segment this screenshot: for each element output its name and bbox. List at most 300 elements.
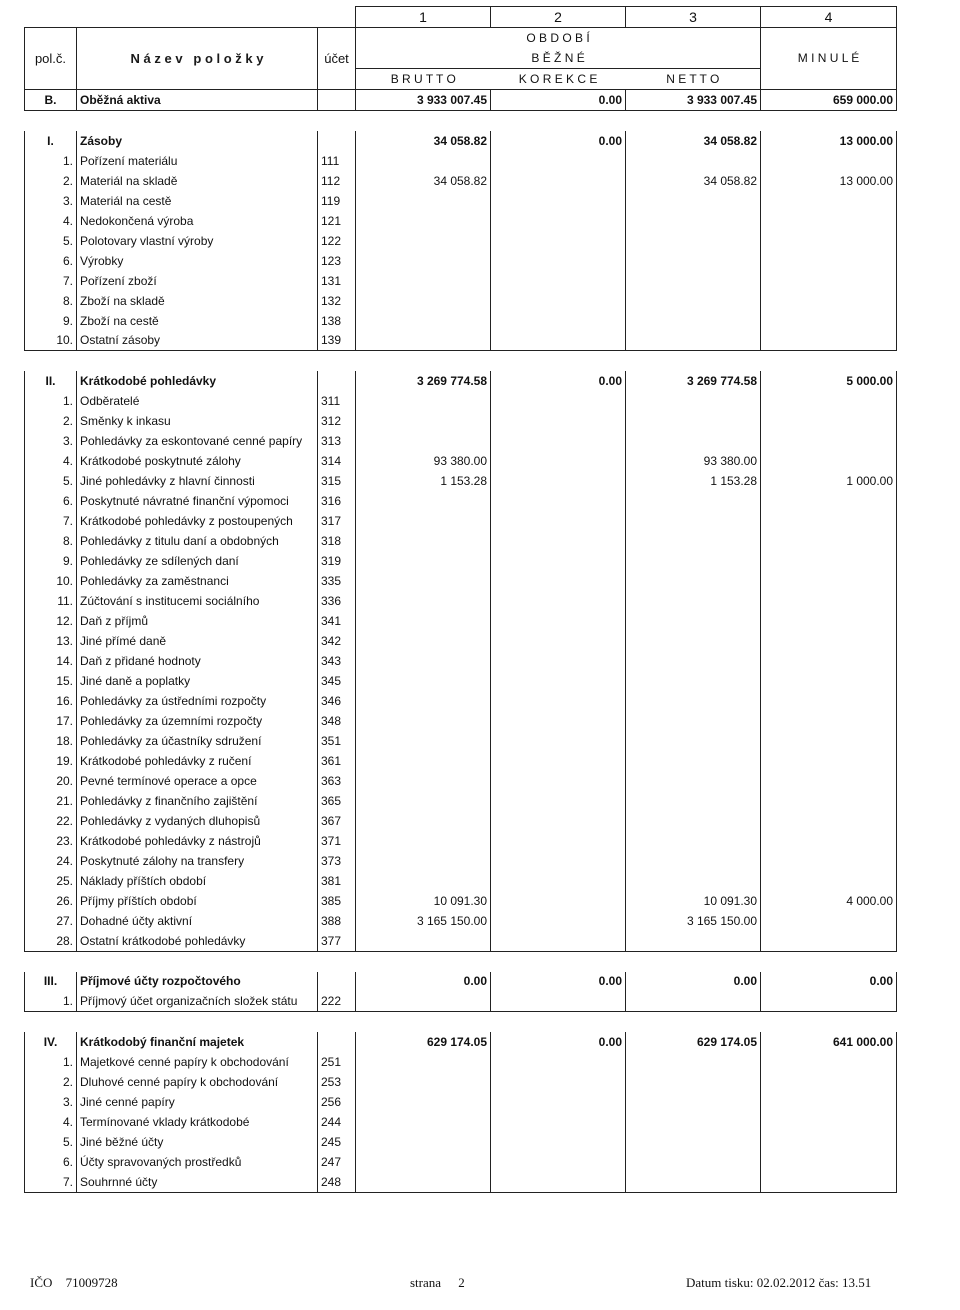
account-number: 346 xyxy=(318,691,356,711)
minule-value xyxy=(761,491,897,511)
minule-value xyxy=(761,691,897,711)
brutto-value xyxy=(356,671,491,691)
brutto-value: 93 380.00 xyxy=(356,451,491,471)
item-name: Krátkodobé pohledávky z postoupených xyxy=(77,511,318,531)
item-name: Polotovary vlastní výroby xyxy=(77,231,318,251)
minule-value xyxy=(761,331,897,351)
brutto-value xyxy=(356,271,491,291)
korekce-value xyxy=(491,911,626,931)
minule-value: 13 000.00 xyxy=(761,171,897,191)
row-number: 16. xyxy=(25,691,77,711)
netto-value xyxy=(626,151,761,171)
netto-value xyxy=(626,411,761,431)
row-number: 2. xyxy=(25,411,77,431)
netto-value xyxy=(626,311,761,331)
row-number xyxy=(25,951,77,971)
table-row xyxy=(25,911,897,931)
item-name: Pohledávky za územními rozpočty xyxy=(77,711,318,731)
row-number: 28. xyxy=(25,931,77,951)
korekce-value xyxy=(491,1152,626,1172)
brutto-value xyxy=(356,351,491,371)
netto-value xyxy=(626,691,761,711)
account-number: 314 xyxy=(318,451,356,471)
account-number: 381 xyxy=(318,871,356,891)
brutto-value xyxy=(356,571,491,591)
minule-value xyxy=(761,911,897,931)
brutto-value: 3 165 150.00 xyxy=(356,911,491,931)
account-number: 367 xyxy=(318,811,356,831)
minule-value: 1 000.00 xyxy=(761,471,897,491)
item-name: Pevné termínové operace a opce xyxy=(77,771,318,791)
minule-value xyxy=(761,271,897,291)
table-row xyxy=(25,571,897,591)
netto-value xyxy=(626,231,761,251)
item-name: Výrobky xyxy=(77,251,318,271)
brutto-value xyxy=(356,1112,491,1132)
table-row xyxy=(25,611,897,631)
korekce-value xyxy=(491,331,626,351)
row-number: B. xyxy=(25,89,77,110)
item-name: Pohledávky ze sdílených daní xyxy=(77,551,318,571)
section-row xyxy=(25,89,897,110)
name-header: N á z e v p o l o ž k y xyxy=(77,27,318,89)
account-number: 318 xyxy=(318,531,356,551)
table-row xyxy=(25,1172,897,1192)
table-row xyxy=(25,151,897,171)
item-name: Směnky k inkasu xyxy=(77,411,318,431)
netto-value xyxy=(626,751,761,771)
row-number: 5. xyxy=(25,1132,77,1152)
brutto-value xyxy=(356,331,491,351)
brutto-value xyxy=(356,291,491,311)
korekce-value xyxy=(491,431,626,451)
netto-value xyxy=(626,1072,761,1092)
korekce-value xyxy=(491,291,626,311)
account-number: 317 xyxy=(318,511,356,531)
item-name: Krátkodobé pohledávky z nástrojů xyxy=(77,831,318,851)
brutto-value: 3 269 774.58 xyxy=(356,371,491,391)
account-number: 253 xyxy=(318,1072,356,1092)
netto-value xyxy=(626,511,761,531)
item-name: Pohledávky za eskontované cenné papíry xyxy=(77,431,318,451)
account-number: 319 xyxy=(318,551,356,571)
brutto-value xyxy=(356,711,491,731)
section-gap xyxy=(25,110,897,130)
netto-value xyxy=(626,871,761,891)
item-name: Ostatní zásoby xyxy=(77,331,318,351)
korekce-value: 0.00 xyxy=(491,89,626,110)
table-row xyxy=(25,591,897,611)
table-row xyxy=(25,811,897,831)
netto-value: 1 153.28 xyxy=(626,471,761,491)
account-number: 313 xyxy=(318,431,356,451)
minule-value: 13 000.00 xyxy=(761,131,897,151)
table-row xyxy=(25,391,897,411)
korekce-value xyxy=(491,191,626,211)
minule-value xyxy=(761,391,897,411)
table-row xyxy=(25,271,897,291)
item-name: Příjmy příštích období xyxy=(77,891,318,911)
minule-value xyxy=(761,611,897,631)
netto-value xyxy=(626,1112,761,1132)
korekce-value xyxy=(491,1112,626,1132)
account-number: 373 xyxy=(318,851,356,871)
brutto-value xyxy=(356,631,491,651)
korekce-value xyxy=(491,651,626,671)
table-row xyxy=(25,711,897,731)
table-row xyxy=(25,831,897,851)
ico-value: 71009728 xyxy=(65,1275,118,1290)
minule-value xyxy=(761,351,897,371)
item-name: Materiál na skladě xyxy=(77,171,318,191)
korekce-value xyxy=(491,351,626,371)
minule-value xyxy=(761,651,897,671)
brutto-value: 10 091.30 xyxy=(356,891,491,911)
minule-value xyxy=(761,671,897,691)
row-number: I. xyxy=(25,131,77,151)
table-row xyxy=(25,1072,897,1092)
netto-value: 0.00 xyxy=(626,972,761,992)
brutto-value xyxy=(356,110,491,130)
korekce-value xyxy=(491,1092,626,1112)
korekce-value: 0.00 xyxy=(491,1032,626,1052)
item-name: Pohledávky za ústředními rozpočty xyxy=(77,691,318,711)
netto-value xyxy=(626,831,761,851)
table-row xyxy=(25,411,897,431)
netto-value: 10 091.30 xyxy=(626,891,761,911)
brutto-value xyxy=(356,731,491,751)
item-name: Oběžná aktiva xyxy=(77,89,318,110)
table-row xyxy=(25,211,897,231)
section-row xyxy=(25,1032,897,1052)
account-number: 245 xyxy=(318,1132,356,1152)
account-number: 112 xyxy=(318,171,356,191)
brutto-value xyxy=(356,1092,491,1112)
korekce-value xyxy=(491,751,626,771)
account-number: 121 xyxy=(318,211,356,231)
netto-value xyxy=(626,651,761,671)
account-number: 251 xyxy=(318,1052,356,1072)
brutto-value xyxy=(356,231,491,251)
minule-value xyxy=(761,1112,897,1132)
account-number: 312 xyxy=(318,411,356,431)
row-number: 27. xyxy=(25,911,77,931)
item-name: Dluhové cenné papíry k obchodování xyxy=(77,1072,318,1092)
row-number: III. xyxy=(25,972,77,992)
minule-value xyxy=(761,1092,897,1112)
netto-value xyxy=(626,1172,761,1192)
netto-value xyxy=(626,931,761,951)
netto-value: 34 058.82 xyxy=(626,171,761,191)
table-row xyxy=(25,631,897,651)
item-name: Náklady příštích období xyxy=(77,871,318,891)
korekce-value xyxy=(491,110,626,130)
netto-value: 93 380.00 xyxy=(626,451,761,471)
netto-value xyxy=(626,331,761,351)
row-number: 12. xyxy=(25,611,77,631)
item-name: Účty spravovaných prostředků xyxy=(77,1152,318,1172)
brutto-value xyxy=(356,191,491,211)
row-number xyxy=(25,1012,77,1032)
minule-value xyxy=(761,451,897,471)
netto-value xyxy=(626,771,761,791)
account-number: 132 xyxy=(318,291,356,311)
minule-value xyxy=(761,731,897,751)
item-name: Krátkodobý finanční majetek xyxy=(77,1032,318,1052)
netto-value xyxy=(626,211,761,231)
korekce-value xyxy=(491,391,626,411)
minule-value xyxy=(761,311,897,331)
minule-value xyxy=(761,991,897,1011)
table-row xyxy=(25,451,897,471)
korekce-value xyxy=(491,571,626,591)
table-row xyxy=(25,471,897,491)
brutto-value xyxy=(356,651,491,671)
account-number xyxy=(318,1032,356,1052)
table-row xyxy=(25,871,897,891)
netto-value xyxy=(626,951,761,971)
brutto-value xyxy=(356,1172,491,1192)
table-row xyxy=(25,231,897,251)
brutto-value xyxy=(356,311,491,331)
item-name: Termínované vklady krátkodobé xyxy=(77,1112,318,1132)
account-number: 131 xyxy=(318,271,356,291)
netto-value xyxy=(626,851,761,871)
row-number: 1. xyxy=(25,151,77,171)
minule-value: 4 000.00 xyxy=(761,891,897,911)
table-row xyxy=(25,431,897,451)
row-number: 23. xyxy=(25,831,77,851)
row-number: 7. xyxy=(25,511,77,531)
account-number: 315 xyxy=(318,471,356,491)
table-row xyxy=(25,251,897,271)
netto-value xyxy=(626,671,761,691)
account-number: 351 xyxy=(318,731,356,751)
korekce-value xyxy=(491,731,626,751)
section-row xyxy=(25,972,897,992)
korekce-value xyxy=(491,551,626,571)
row-number: 25. xyxy=(25,871,77,891)
korekce-value xyxy=(491,931,626,951)
brutto-value xyxy=(356,531,491,551)
brutto-value xyxy=(356,411,491,431)
row-number: 3. xyxy=(25,431,77,451)
time-label: čas: xyxy=(818,1275,839,1290)
account-number: 336 xyxy=(318,591,356,611)
account-number: 341 xyxy=(318,611,356,631)
section-gap xyxy=(25,951,897,971)
minule-value xyxy=(761,951,897,971)
korekce-value xyxy=(491,591,626,611)
item-name: Pohledávky za účastníky sdružení xyxy=(77,731,318,751)
brutto-value xyxy=(356,871,491,891)
table-row xyxy=(25,1052,897,1072)
print-date-label: Datum tisku: xyxy=(686,1275,754,1290)
item-name: Jiné daně a poplatky xyxy=(77,671,318,691)
brutto-value xyxy=(356,1052,491,1072)
row-number: 6. xyxy=(25,1152,77,1172)
table-row xyxy=(25,551,897,571)
korekce-value xyxy=(491,711,626,731)
table-row xyxy=(25,671,897,691)
minule-value: 5 000.00 xyxy=(761,371,897,391)
table-header xyxy=(25,7,897,90)
col-number-4: 4 xyxy=(761,7,897,28)
item-name: Materiál na cestě xyxy=(77,191,318,211)
korekce-value xyxy=(491,871,626,891)
brutto-value xyxy=(356,491,491,511)
minule-value xyxy=(761,191,897,211)
minule-value xyxy=(761,551,897,571)
row-number: 14. xyxy=(25,651,77,671)
brutto-value xyxy=(356,1012,491,1032)
account-number: 335 xyxy=(318,571,356,591)
minule-value: 0.00 xyxy=(761,972,897,992)
row-number: 10. xyxy=(25,331,77,351)
netto-value: 3 933 007.45 xyxy=(626,89,761,110)
item-name: Zásoby xyxy=(77,131,318,151)
account-number: 244 xyxy=(318,1112,356,1132)
table-row xyxy=(25,791,897,811)
brutto-value xyxy=(356,1072,491,1092)
netto-value xyxy=(626,611,761,631)
account-number: 247 xyxy=(318,1152,356,1172)
brutto-value xyxy=(356,591,491,611)
korekce-header: K O R E K C E xyxy=(491,68,626,89)
table-row xyxy=(25,891,897,911)
table-row xyxy=(25,1092,897,1112)
table-row xyxy=(25,1112,897,1132)
item-name: Pohledávky z finančního zajištění xyxy=(77,791,318,811)
minule-value xyxy=(761,531,897,551)
korekce-value: 0.00 xyxy=(491,131,626,151)
account-number: 119 xyxy=(318,191,356,211)
minule-value xyxy=(761,251,897,271)
account-number: 139 xyxy=(318,331,356,351)
brutto-value xyxy=(356,211,491,231)
table-row xyxy=(25,931,897,951)
account-number: 138 xyxy=(318,311,356,331)
item-name: Zboží na cestě xyxy=(77,311,318,331)
minule-value xyxy=(761,831,897,851)
brutto-value xyxy=(356,691,491,711)
minule-value xyxy=(761,431,897,451)
table-row xyxy=(25,491,897,511)
row-number xyxy=(25,351,77,371)
korekce-value xyxy=(491,271,626,291)
pol-header: pol.č. xyxy=(25,27,77,89)
minule-value xyxy=(761,231,897,251)
netto-value xyxy=(626,991,761,1011)
korekce-value xyxy=(491,1132,626,1152)
netto-value xyxy=(626,791,761,811)
row-number: II. xyxy=(25,371,77,391)
table-body xyxy=(25,89,897,1192)
korekce-value xyxy=(491,451,626,471)
minule-value xyxy=(761,211,897,231)
print-time: 13.51 xyxy=(842,1275,872,1290)
item-name: Pohledávky z vydaných dluhopisů xyxy=(77,811,318,831)
item-name: Jiné běžné účty xyxy=(77,1132,318,1152)
netto-value xyxy=(626,1132,761,1152)
table-row xyxy=(25,731,897,751)
item-name: Jiné pohledávky z hlavní činnosti xyxy=(77,471,318,491)
brutto-value xyxy=(356,251,491,271)
minule-value xyxy=(761,1052,897,1072)
item-name: Poskytnuté návratné finanční výpomoci xyxy=(77,491,318,511)
row-number: 17. xyxy=(25,711,77,731)
row-number: 4. xyxy=(25,1112,77,1132)
account-number: 388 xyxy=(318,911,356,931)
page-label: strana xyxy=(410,1275,442,1290)
account-number xyxy=(318,110,356,130)
row-number: 6. xyxy=(25,491,77,511)
brutto-value: 629 174.05 xyxy=(356,1032,491,1052)
account-number: 363 xyxy=(318,771,356,791)
netto-value xyxy=(626,1152,761,1172)
korekce-value xyxy=(491,171,626,191)
account-number: 342 xyxy=(318,631,356,651)
minule-value xyxy=(761,871,897,891)
brutto-value xyxy=(356,431,491,451)
netto-value xyxy=(626,431,761,451)
col-number-1: 1 xyxy=(356,7,491,28)
footer-page xyxy=(410,1275,465,1291)
netto-value xyxy=(626,531,761,551)
account-number: 365 xyxy=(318,791,356,811)
table-row xyxy=(25,851,897,871)
account-number: 316 xyxy=(318,491,356,511)
account-number: 122 xyxy=(318,231,356,251)
item-name: Majetkové cenné papíry k obchodování xyxy=(77,1052,318,1072)
item-name xyxy=(77,1012,318,1032)
brutto-value xyxy=(356,1152,491,1172)
section-row xyxy=(25,371,897,391)
account-number: 343 xyxy=(318,651,356,671)
item-name: Jiné přímé daně xyxy=(77,631,318,651)
minule-value xyxy=(761,631,897,651)
account-number: 348 xyxy=(318,711,356,731)
section-gap xyxy=(25,351,897,371)
row-number: 18. xyxy=(25,731,77,751)
brutto-header: B R U T T O xyxy=(356,68,491,89)
row-number: 1. xyxy=(25,391,77,411)
minule-value xyxy=(761,851,897,871)
row-number: 15. xyxy=(25,671,77,691)
minule-value xyxy=(761,751,897,771)
item-name: Daň z přidané hodnoty xyxy=(77,651,318,671)
brutto-value xyxy=(356,391,491,411)
row-number: 20. xyxy=(25,771,77,791)
row-number: 8. xyxy=(25,531,77,551)
table-row xyxy=(25,651,897,671)
minule-header: M I N U L É xyxy=(761,27,897,89)
brutto-value: 34 058.82 xyxy=(356,131,491,151)
table-row xyxy=(25,191,897,211)
table-row xyxy=(25,771,897,791)
netto-value xyxy=(626,291,761,311)
korekce-value xyxy=(491,691,626,711)
row-number: 4. xyxy=(25,211,77,231)
col-number-2: 2 xyxy=(491,7,626,28)
row-number: 5. xyxy=(25,231,77,251)
korekce-value xyxy=(491,1072,626,1092)
netto-value xyxy=(626,391,761,411)
account-number: 385 xyxy=(318,891,356,911)
netto-value: 34 058.82 xyxy=(626,131,761,151)
brutto-value xyxy=(356,151,491,171)
brutto-value xyxy=(356,511,491,531)
